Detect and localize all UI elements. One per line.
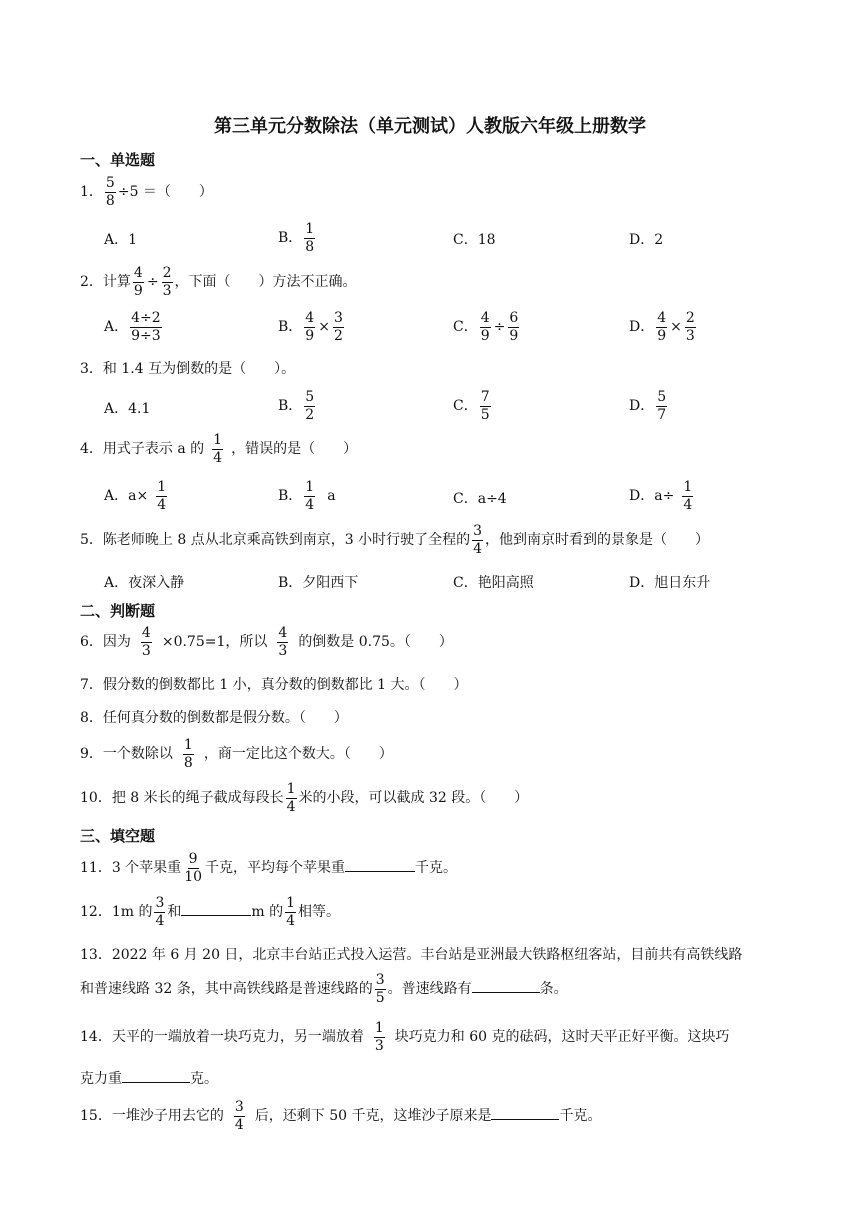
operator: × — [670, 319, 682, 336]
denominator: 8 — [183, 754, 193, 771]
numerator: 4 — [480, 310, 490, 326]
question-11 — [80, 852, 457, 884]
question-number: 13． — [80, 947, 112, 963]
denominator: 3 — [685, 327, 695, 344]
answer-blank[interactable] — [491, 1107, 559, 1120]
numerator: 1 — [183, 737, 193, 753]
question-text: ，他到南京时看到的景象是（ ） — [485, 532, 710, 549]
fraction — [133, 266, 144, 298]
answer-blank[interactable] — [345, 859, 415, 872]
fraction — [374, 1021, 385, 1053]
question-number: 12． — [80, 904, 112, 921]
option-label: B． — [278, 398, 303, 415]
question-13-line-2 — [80, 973, 568, 1005]
q3-option-d[interactable] — [629, 390, 669, 422]
option-text: 18 — [477, 232, 496, 248]
question-number: 4． — [80, 441, 103, 458]
question-14-line-2 — [80, 1070, 218, 1086]
operator: × — [318, 319, 330, 336]
option-label: D． — [629, 488, 655, 505]
denominator: 4 — [305, 496, 315, 513]
numerator: 3 — [234, 1099, 244, 1115]
denominator: 9 — [657, 327, 667, 344]
question-text: 任何真分数的倒数都是假分数。（ ） — [102, 710, 348, 726]
question-10 — [80, 782, 528, 814]
fraction — [682, 480, 693, 512]
denominator: 5 — [375, 989, 385, 1006]
question-text: 条。 — [539, 981, 568, 998]
fraction — [286, 782, 297, 814]
question-text: 因为 — [102, 634, 131, 651]
option-label: C． — [453, 232, 478, 248]
q2-option-a[interactable] — [104, 311, 164, 343]
denominator: 9 — [305, 327, 315, 344]
numerator: 1 — [305, 221, 315, 237]
fraction — [472, 524, 483, 556]
answer-blank[interactable] — [472, 980, 540, 993]
question-5 — [80, 524, 709, 556]
q2-option-c[interactable] — [453, 311, 521, 343]
option-label: C． — [453, 491, 478, 507]
q4-option-b[interactable] — [278, 480, 336, 512]
numerator: 3 — [473, 523, 483, 539]
q4-option-d[interactable] — [629, 480, 695, 512]
option-text: 夜深入静 — [128, 575, 185, 591]
page-title: 第三单元分数除法（单元测试）人教版六年级上册数学 — [214, 116, 646, 137]
denominator: 4 — [286, 798, 296, 815]
question-text: 天平的一端放着一块巧克力，另一端放着 — [111, 1029, 364, 1046]
question-2 — [80, 266, 357, 298]
fraction — [375, 973, 386, 1005]
question-text: 1m 的 — [111, 904, 153, 921]
question-text: 相等。 — [298, 904, 341, 921]
question-text: 后，还剩下 50 千克，这堆沙子原来是 — [254, 1108, 492, 1125]
denominator: 8 — [305, 238, 315, 255]
denominator: 9 — [480, 327, 490, 344]
option-label: D． — [629, 575, 655, 591]
denominator: 3 — [374, 1037, 384, 1054]
numerator: 4 — [278, 625, 288, 641]
answer-blank[interactable] — [122, 1070, 190, 1083]
fraction — [685, 311, 696, 343]
question-text: 克。 — [190, 1071, 218, 1087]
q5-option-c[interactable] — [453, 576, 534, 590]
option-label: B． — [278, 488, 303, 505]
question-number: 9． — [80, 746, 103, 763]
option-label: B． — [278, 319, 303, 336]
fraction — [277, 626, 288, 658]
denominator: 5 — [480, 406, 490, 423]
fraction — [333, 311, 344, 343]
denominator: 4 — [234, 1116, 244, 1133]
question-text: 陈老师晚上 8 点从北京乘高铁到南京，3 小时行驶了全程的 — [102, 532, 471, 549]
fraction — [656, 390, 667, 422]
numerator: 4 — [305, 310, 315, 326]
option-text: 2 — [654, 232, 664, 248]
q5-option-b[interactable] — [278, 576, 358, 590]
denominator: 2 — [305, 406, 315, 423]
q3-option-a[interactable] — [104, 402, 150, 416]
numerator: 1 — [213, 432, 223, 448]
numerator: 5 — [657, 389, 667, 405]
denominator: 8 — [105, 192, 115, 209]
option-label: D． — [629, 319, 655, 336]
fraction — [304, 480, 315, 512]
option-text: 4.1 — [128, 401, 151, 417]
denominator: 3 — [141, 642, 151, 659]
denominator: 3 — [162, 282, 172, 299]
question-text: 用式子表示 a 的 — [102, 441, 205, 458]
question-text: 2022 年 6 月 20 日，北京丰台站正式投入运营。丰台站是亚洲最大铁路枢纽客站，目前共有高铁线路 — [111, 947, 743, 963]
fraction — [212, 433, 223, 465]
question-number: 11． — [80, 860, 112, 877]
option-label: A． — [104, 319, 129, 336]
denominator: 7 — [657, 406, 667, 423]
q4-option-c[interactable] — [453, 492, 507, 506]
fraction — [480, 390, 491, 422]
question-number: 5． — [80, 532, 103, 549]
question-6 — [80, 626, 453, 658]
question-number: 10． — [80, 790, 112, 807]
denominator: 9÷3 — [131, 327, 161, 344]
numerator: 6 — [509, 310, 519, 326]
option-text: 夕阳西下 — [302, 575, 359, 591]
numerator: 1 — [683, 479, 693, 495]
option-label: A． — [104, 401, 129, 417]
question-text: 克力重 — [80, 1071, 122, 1087]
numerator: 1 — [157, 479, 167, 495]
numerator: 3 — [333, 310, 343, 326]
question-text: 计算 — [102, 274, 131, 291]
numerator: 2 — [162, 265, 172, 281]
option-text: a× — [128, 488, 149, 505]
denominator: 4 — [683, 496, 693, 513]
fraction — [183, 738, 194, 770]
numerator: 9 — [188, 851, 198, 867]
option-label: C． — [453, 575, 478, 591]
section-heading-single-choice: 一、单选题 — [80, 151, 156, 169]
numerator: 7 — [480, 389, 490, 405]
question-text: 千克，平均每个苹果重 — [205, 860, 346, 877]
numerator: 1 — [305, 479, 315, 495]
q2-option-d[interactable] — [629, 311, 698, 343]
q3-option-b[interactable] — [278, 390, 317, 422]
numerator: 2 — [685, 310, 695, 326]
question-text: 假分数的倒数都比 1 小，真分数的倒数都比 1 大。（ ） — [102, 677, 468, 693]
question-7 — [80, 678, 468, 692]
question-text: 块巧克力和 60 克的砝码，这时天平正好平衡。这块巧 — [394, 1029, 730, 1046]
denominator: 4 — [473, 540, 483, 557]
question-number: 8． — [80, 710, 103, 726]
question-number: 6． — [80, 634, 103, 651]
numerator: 4÷2 — [131, 310, 161, 326]
numerator: 1 — [286, 895, 296, 911]
numerator: 4 — [141, 625, 151, 641]
option-text: a÷4 — [477, 491, 507, 507]
denominator: 4 — [157, 496, 167, 513]
question-15 — [80, 1100, 601, 1132]
question-number: 15． — [80, 1108, 112, 1125]
numerator: 4 — [657, 310, 667, 326]
option-label: B． — [278, 230, 303, 247]
q1-option-b[interactable] — [278, 222, 317, 254]
option-text: a — [327, 488, 336, 505]
question-text: ，商一定比这个数大。（ ） — [203, 746, 393, 763]
denominator: 4 — [213, 449, 223, 466]
numerator: 5 — [105, 175, 115, 191]
question-text: 千克。 — [559, 1108, 602, 1125]
option-label: A． — [104, 488, 129, 505]
question-number: 1． — [80, 184, 103, 201]
question-number: 14． — [80, 1029, 112, 1046]
fraction — [105, 176, 116, 208]
numerator: 1 — [374, 1020, 384, 1036]
numerator: 1 — [286, 781, 296, 797]
q2-option-b[interactable] — [278, 311, 346, 343]
question-9 — [80, 738, 393, 770]
q1-option-d[interactable] — [629, 233, 663, 247]
question-text: 3 个苹果重 — [111, 860, 182, 877]
question-text: 米的小段，可以截成 32 段。（ ） — [298, 790, 529, 807]
section-heading-true-false: 二、判断题 — [80, 602, 156, 620]
q1-option-c[interactable] — [453, 233, 496, 247]
fraction — [154, 896, 165, 928]
question-text: 。普速线路有 — [387, 981, 472, 998]
question-text: ，下面（ ）方法不正确。 — [174, 274, 357, 291]
question-4 — [80, 433, 357, 465]
fraction — [480, 311, 491, 343]
question-text: 千克。 — [415, 860, 458, 877]
question-text: 和 1.4 互为倒数的是（ ）。 — [102, 361, 296, 377]
option-text: a÷ — [654, 488, 675, 505]
q5-option-d[interactable] — [629, 576, 710, 590]
fraction — [162, 266, 173, 298]
operator: ÷ — [146, 274, 159, 291]
question-14-line-1 — [80, 1021, 729, 1053]
question-text: 一堆沙子用去它的 — [111, 1108, 224, 1125]
denominator: 4 — [155, 912, 165, 929]
operator: ÷ — [493, 319, 506, 336]
question-text: ×0.75=1，所以 — [161, 634, 268, 651]
q5-option-a[interactable] — [104, 576, 184, 590]
denominator: 4 — [286, 912, 296, 929]
question-8 — [80, 711, 348, 725]
question-text: m 的 — [251, 904, 284, 921]
question-number: 7． — [80, 677, 103, 693]
numerator: 5 — [305, 389, 315, 405]
option-label: A． — [104, 575, 129, 591]
option-text: 1 — [128, 232, 138, 248]
question-13-line-1 — [80, 948, 742, 962]
denominator: 9 — [133, 282, 143, 299]
question-text: ÷5 ＝（ ） — [117, 184, 213, 201]
question-text: 把 8 米长的绳子截成每段长 — [111, 790, 284, 807]
fraction — [130, 311, 162, 343]
fraction — [285, 896, 296, 928]
fraction — [304, 222, 315, 254]
fraction — [304, 390, 315, 422]
numerator: 3 — [375, 972, 385, 988]
option-label: D． — [629, 232, 655, 248]
fraction — [141, 626, 152, 658]
question-text: 和 — [167, 904, 182, 921]
denominator: 10 — [184, 868, 203, 885]
question-1 — [80, 176, 213, 208]
option-label: C． — [453, 398, 478, 415]
q4-option-a[interactable] — [104, 480, 169, 512]
question-text: 一个数除以 — [102, 746, 173, 763]
option-label: B． — [278, 575, 303, 591]
question-number: 2． — [80, 274, 103, 291]
numerator: 3 — [155, 895, 165, 911]
fraction — [656, 311, 667, 343]
fraction — [156, 480, 167, 512]
q3-option-c[interactable] — [453, 390, 493, 422]
option-label: A． — [104, 232, 129, 248]
denominator: 2 — [333, 327, 343, 344]
option-label: D． — [629, 398, 655, 415]
question-text: 和普速线路 32 条，其中高铁线路是普速线路的 — [80, 981, 373, 998]
numerator: 4 — [133, 265, 143, 281]
option-text: 旭日东升 — [654, 575, 711, 591]
fraction — [304, 311, 315, 343]
question-number: 3． — [80, 361, 103, 377]
question-12 — [80, 896, 340, 928]
option-text: 艳阳高照 — [477, 575, 534, 591]
q1-option-a[interactable] — [104, 233, 137, 247]
question-text: 的倒数是 0.75。（ ） — [298, 634, 453, 651]
question-3 — [80, 362, 295, 376]
denominator: 3 — [278, 642, 288, 659]
fraction — [508, 311, 519, 343]
option-label: C． — [453, 319, 478, 336]
denominator: 9 — [509, 327, 519, 344]
section-heading-fill-blank: 三、填空题 — [80, 827, 156, 845]
fraction — [183, 852, 203, 884]
question-text: ，错误的是（ ） — [231, 441, 358, 458]
fraction — [234, 1100, 245, 1132]
answer-blank[interactable] — [181, 903, 251, 916]
